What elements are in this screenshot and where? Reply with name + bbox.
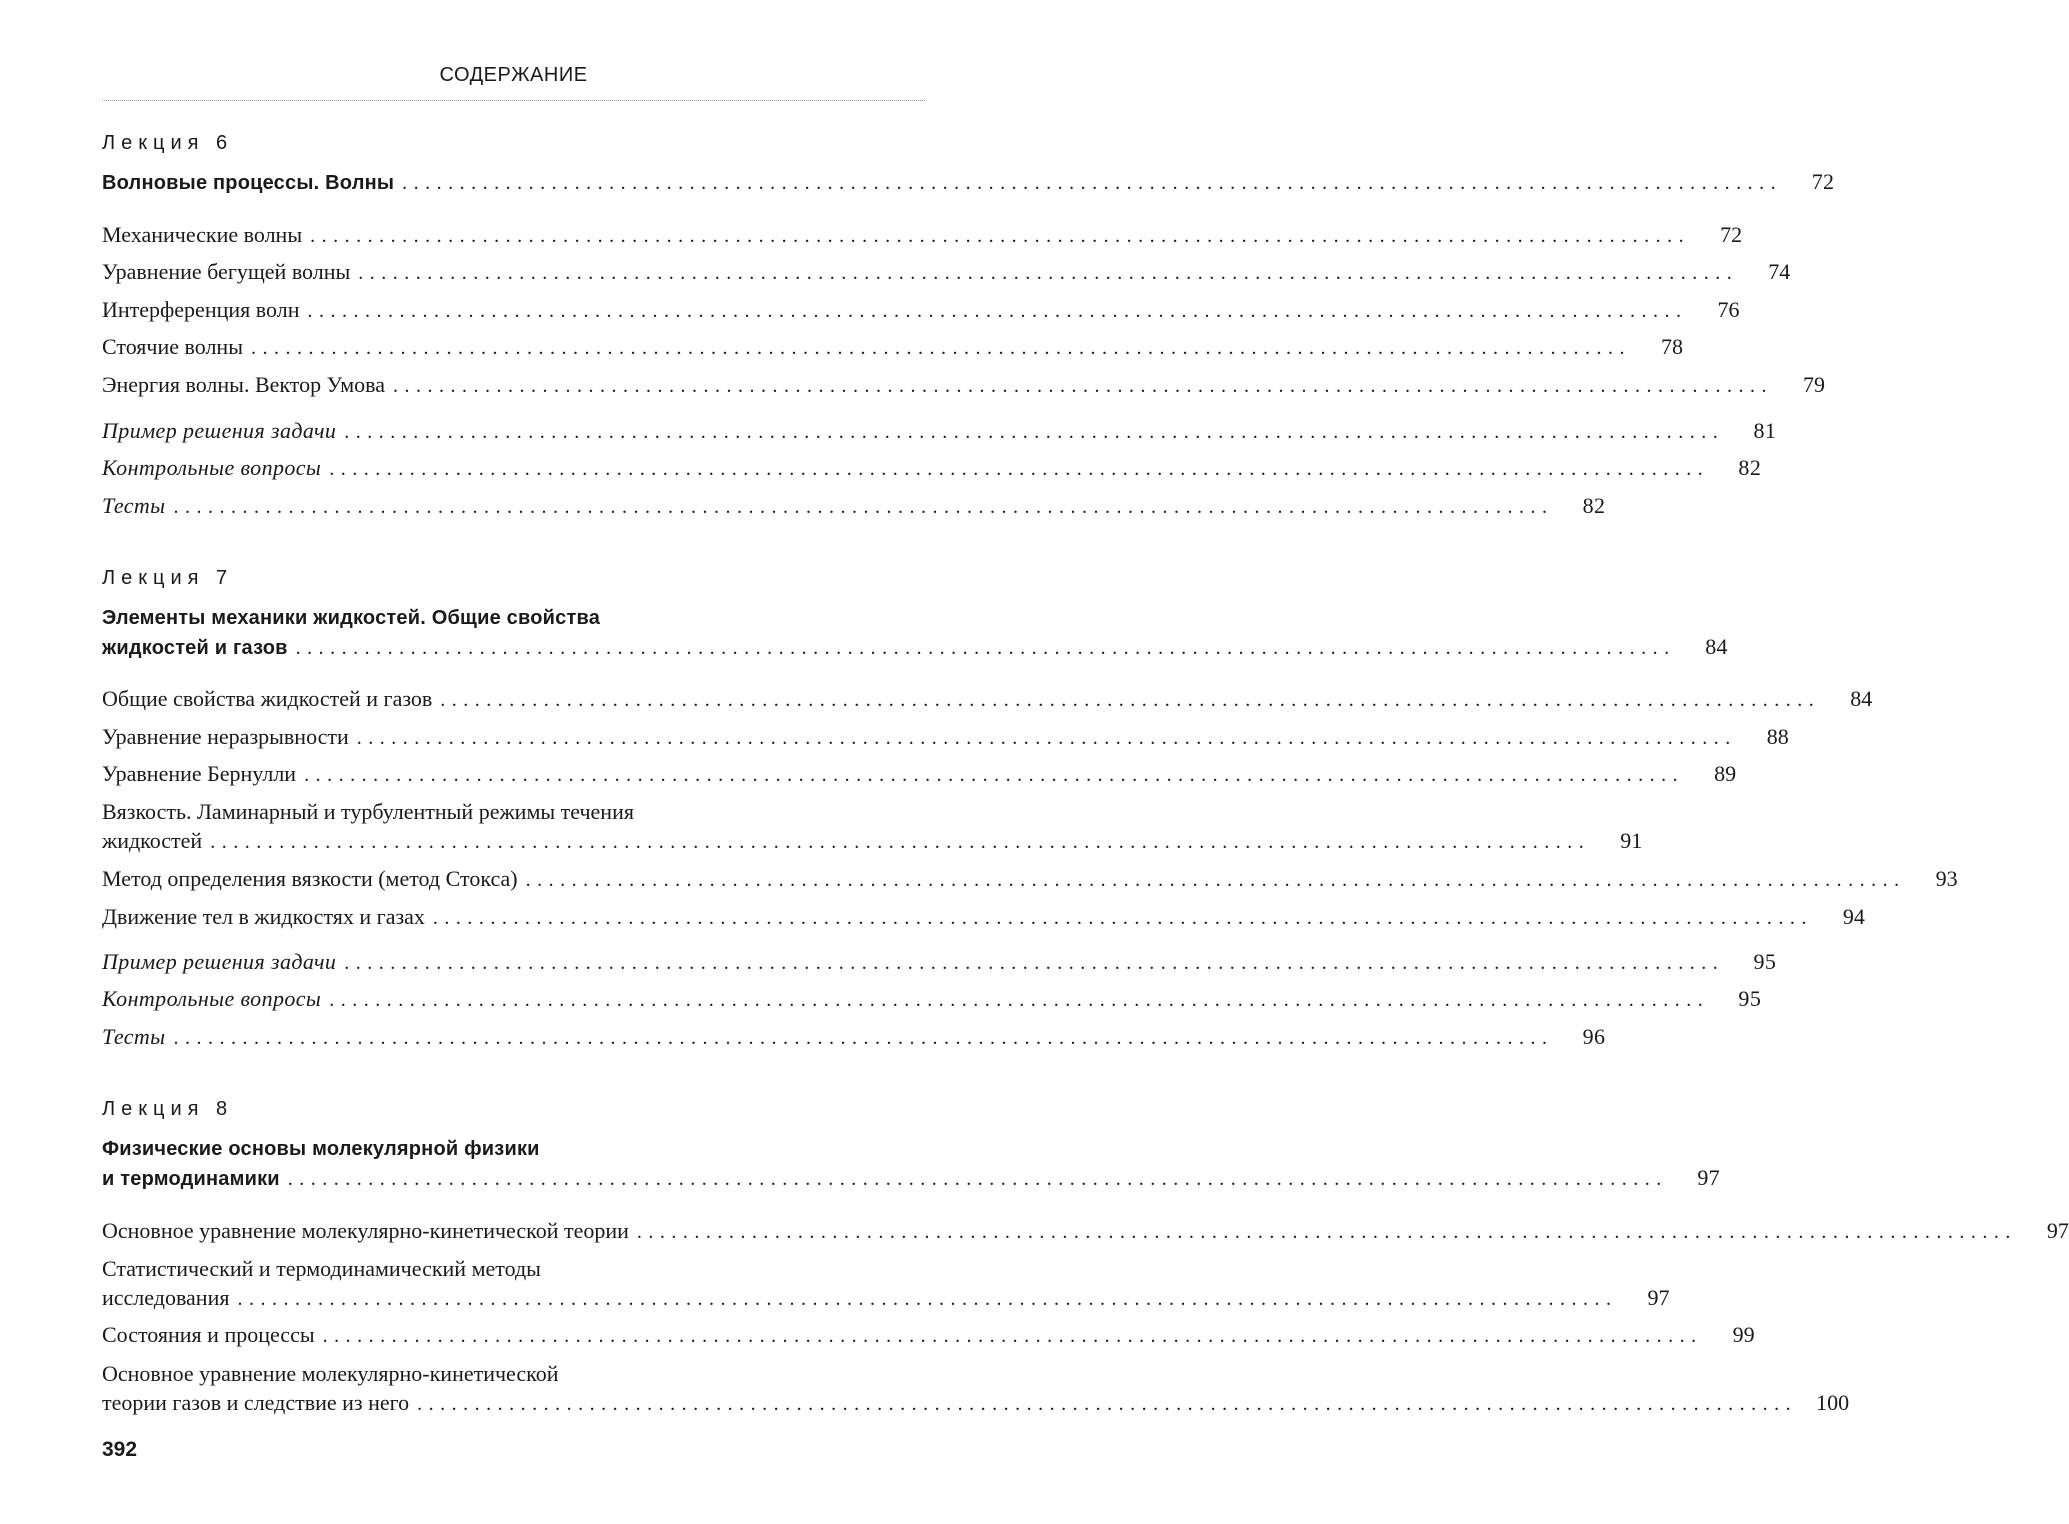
lecture-title: и термодинамики bbox=[102, 1168, 280, 1190]
page-ref: 95 bbox=[1738, 986, 1762, 1011]
header-rule bbox=[102, 100, 925, 101]
lecture-7-title-entry[interactable] bbox=[102, 633, 1728, 662]
lecture-title: Волновые процессы. Волны bbox=[102, 172, 395, 194]
section-title: Стоячие волны bbox=[102, 334, 243, 359]
page-ref: 79 bbox=[1803, 372, 1826, 397]
toc-entry[interactable] bbox=[102, 1217, 2069, 1246]
toc-entry[interactable] bbox=[102, 827, 1643, 856]
page-ref: 74 bbox=[1768, 259, 1791, 284]
page-ref: 89 bbox=[1714, 761, 1737, 786]
lecture-6-label: Лекция 6 bbox=[102, 132, 234, 154]
leader-dots: ........................................................................................................................ bbox=[210, 831, 1591, 853]
section-title: Основное уравнение молекулярно-кинетической теории bbox=[102, 1218, 629, 1243]
leader-dots: ........................................................................................................................ bbox=[344, 421, 1725, 443]
toc-entry[interactable] bbox=[102, 258, 1791, 287]
leader-dots: ........................................................................................................................ bbox=[393, 375, 1774, 397]
toc-entry-example[interactable] bbox=[102, 948, 1777, 977]
lecture-7-label: Лекция 7 bbox=[102, 567, 234, 589]
leader-dots: ........................................................................................................................ bbox=[329, 458, 1710, 480]
leader-dots: ........................................................................................................................ bbox=[287, 1168, 1668, 1190]
section-title: Уравнение неразрывности bbox=[102, 724, 349, 749]
lecture-title-line: Элементы механики жидкостей. Общие свойства bbox=[102, 607, 601, 629]
leader-dots: ........................................................................................................................ bbox=[295, 637, 1676, 659]
leader-dots: ........................................................................................................................ bbox=[329, 989, 1710, 1011]
page-ref: 81 bbox=[1753, 418, 1777, 443]
lecture-8-label: Лекция 8 bbox=[102, 1098, 234, 1120]
page-ref: 97 bbox=[1697, 1165, 1720, 1190]
lecture-title-line: Физические основы молекулярной физики bbox=[102, 1138, 540, 1160]
toc-entry-example[interactable] bbox=[102, 417, 1777, 446]
lecture-8-title-entry[interactable] bbox=[102, 1164, 1720, 1193]
page-ref: 97 bbox=[1647, 1285, 1670, 1310]
toc-entry-tests[interactable] bbox=[102, 1023, 1606, 1052]
section-title: Контрольные вопросы bbox=[102, 455, 322, 480]
page-ref: 82 bbox=[1738, 455, 1762, 480]
toc-entry[interactable] bbox=[102, 1284, 1670, 1313]
toc-entry-tests[interactable] bbox=[102, 492, 1606, 521]
section-title: Уравнение Бернулли bbox=[102, 761, 297, 786]
toc-entry[interactable] bbox=[102, 1321, 1755, 1350]
leader-dots: ........................................................................................................................ bbox=[440, 689, 1821, 711]
section-title-line: Вязкость. Ламинарный и турбулентный режимы течения bbox=[102, 799, 634, 824]
page-ref: 84 bbox=[1705, 634, 1728, 659]
toc-entry[interactable] bbox=[102, 903, 1865, 932]
section-title: Интерференция волн bbox=[102, 297, 300, 322]
page-ref: 96 bbox=[1582, 1024, 1606, 1049]
page-ref: 93 bbox=[1935, 866, 1958, 891]
leader-dots: ........................................................................................................................ bbox=[173, 1027, 1554, 1049]
section-title: теории газов и следствие из него bbox=[102, 1390, 410, 1415]
section-title: Метод определения вязкости (метод Стокса) bbox=[102, 866, 518, 891]
section-title: Общие свойства жидкостей и газов bbox=[102, 686, 433, 711]
toc-entry[interactable] bbox=[102, 865, 1958, 894]
section-title: Пример решения задачи bbox=[102, 949, 337, 974]
section-title: жидкостей bbox=[102, 828, 203, 853]
section-title: Энергия волны. Вектор Умова bbox=[102, 372, 386, 397]
section-title: Состояния и процессы bbox=[102, 1322, 315, 1347]
page-ref: 76 bbox=[1717, 297, 1740, 322]
leader-dots: ........................................................................................................................ bbox=[304, 764, 1685, 786]
toc-entry-questions[interactable] bbox=[102, 454, 1762, 483]
page-number: 392 bbox=[102, 1438, 138, 1461]
leader-dots: ........................................................................................................................ bbox=[525, 869, 1906, 891]
leader-dots: ........................................................................................................................ bbox=[432, 907, 1813, 929]
toc-entry[interactable] bbox=[102, 296, 1740, 325]
leader-dots: ........................................................................................................................ bbox=[358, 262, 1739, 284]
section-title: Механические волны bbox=[102, 222, 303, 247]
toc-entry[interactable] bbox=[102, 333, 1683, 362]
leader-dots: ........................................................................................................................ bbox=[322, 1325, 1703, 1347]
toc-entry[interactable] bbox=[102, 371, 1826, 400]
section-title-line: Основное уравнение молекулярно-кинетической bbox=[102, 1361, 559, 1386]
leader-dots: ........................................................................................................................ bbox=[251, 337, 1631, 359]
page-ref: 100 bbox=[1816, 1390, 1850, 1415]
page-ref: 99 bbox=[1732, 1322, 1755, 1347]
page-ref: 97 bbox=[2046, 1218, 2069, 1243]
section-title: Движение тел в жидкостях и газах bbox=[102, 904, 425, 929]
leader-dots: ........................................................................................................................ bbox=[402, 172, 1783, 194]
page-ref: 72 bbox=[1720, 222, 1743, 247]
lecture-title: жидкостей и газов bbox=[102, 637, 288, 659]
toc-entry[interactable] bbox=[102, 1389, 1850, 1418]
leader-dots: ........................................................................................................................ bbox=[310, 225, 1691, 247]
running-header: СОДЕРЖАНИЕ bbox=[439, 64, 588, 86]
leader-dots: ........................................................................................................................ bbox=[356, 727, 1737, 749]
section-title: Уравнение бегущей волны bbox=[102, 259, 351, 284]
section-title: Контрольные вопросы bbox=[102, 986, 322, 1011]
toc-entry[interactable] bbox=[102, 723, 1789, 752]
section-title: Пример решения задачи bbox=[102, 418, 337, 443]
page-ref: 82 bbox=[1582, 493, 1606, 518]
leader-dots: ........................................................................................................................ bbox=[173, 496, 1554, 518]
leader-dots: ........................................................................................................................ bbox=[307, 300, 1688, 322]
leader-dots: ........................................................................................................................ bbox=[344, 952, 1725, 974]
section-title: исследования bbox=[102, 1285, 230, 1310]
page-ref: 84 bbox=[1850, 686, 1873, 711]
section-title: Тесты bbox=[102, 1024, 166, 1049]
toc-entry-questions[interactable] bbox=[102, 985, 1762, 1014]
lecture-6-title-entry[interactable] bbox=[102, 168, 1835, 197]
toc-entry[interactable] bbox=[102, 685, 1873, 714]
page-ref: 72 bbox=[1811, 169, 1835, 194]
toc-entry[interactable] bbox=[102, 760, 1737, 789]
page-ref: 88 bbox=[1766, 724, 1789, 749]
leader-dots: ........................................................................................................................ bbox=[237, 1288, 1618, 1310]
page-ref: 91 bbox=[1620, 828, 1643, 853]
page-ref: 78 bbox=[1661, 334, 1683, 359]
page-ref: 94 bbox=[1842, 904, 1865, 929]
toc-entry[interactable] bbox=[102, 221, 1743, 250]
section-title-line: Статистический и термодинамический методы bbox=[102, 1256, 541, 1281]
page-ref: 95 bbox=[1753, 949, 1777, 974]
leader-dots: ........................................................................................................................ bbox=[417, 1393, 1798, 1415]
leader-dots: ........................................................................................................................ bbox=[636, 1221, 2017, 1243]
section-title: Тесты bbox=[102, 493, 166, 518]
